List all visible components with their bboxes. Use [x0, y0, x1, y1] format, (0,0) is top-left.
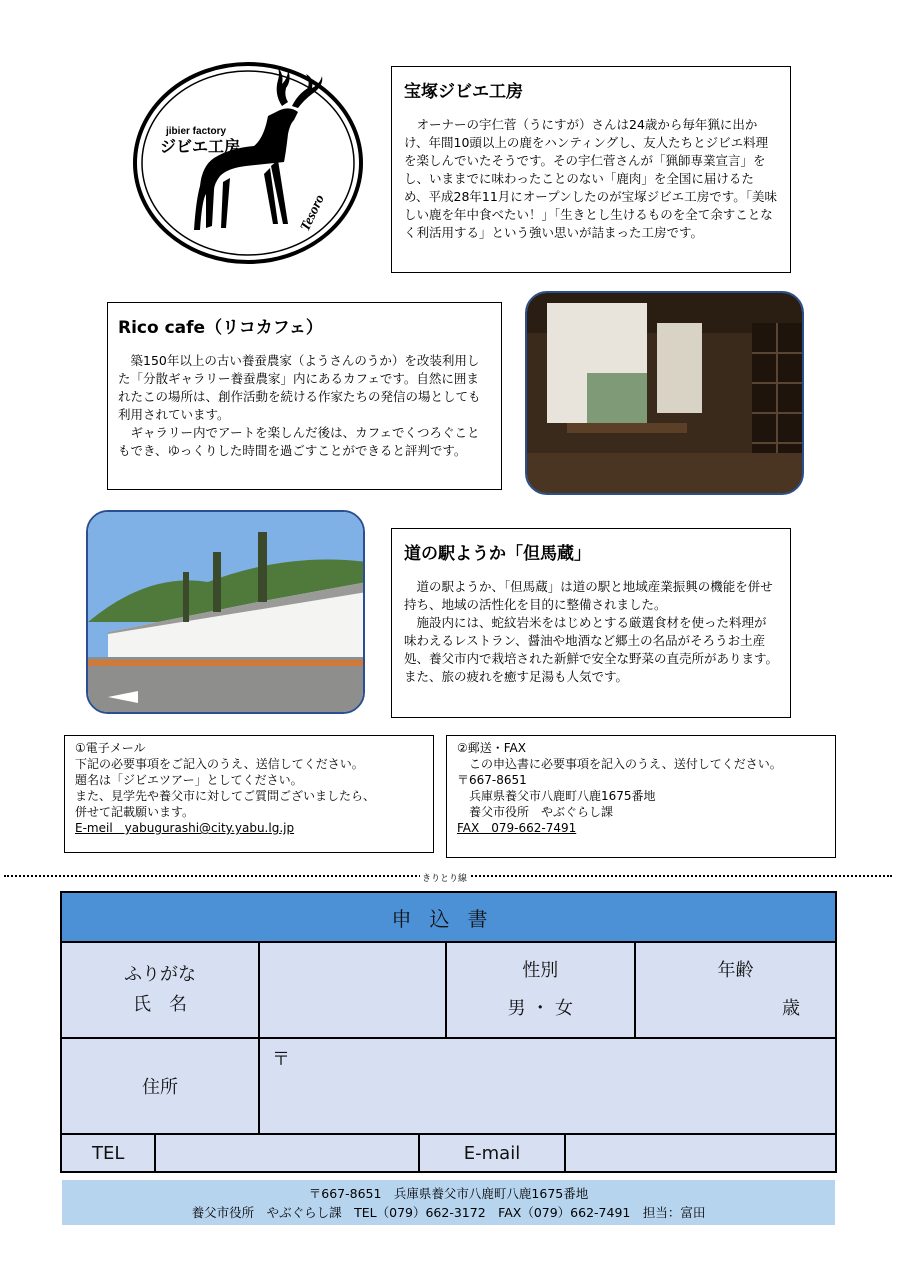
email-label: E-mail [420, 1135, 566, 1171]
application-form [60, 891, 837, 1173]
footer-address: 〒667-8651 兵庫県養父市八鹿町八鹿1675番地 [308, 1186, 589, 1201]
email-address-link[interactable]: E-meil yabugurashi@city.yabu.lg.jp [75, 821, 295, 835]
rico-section [107, 302, 502, 490]
michinoeki-section [391, 528, 791, 718]
email-box-line: 下記の必要事項をご記入のうえ、送信してください。 [75, 757, 364, 771]
cut-line-label: きりとり線 [420, 871, 469, 884]
postal-mark: 〒 [272, 1049, 290, 1070]
jibier-title: 宝塚ジビエ工房 [404, 82, 523, 102]
post-box-line: 〒667-8651 [457, 773, 527, 787]
post-box-line: 兵庫県養父市八鹿町八鹿1675番地 [457, 789, 656, 803]
rico-title: Rico cafe（リコカフェ） [118, 318, 323, 338]
rico-cafe-photo [525, 291, 804, 495]
post-box-title: ②郵送・FAX [457, 741, 526, 755]
gender-cell[interactable] [446, 942, 635, 1038]
form-header: 申込書 [61, 892, 836, 942]
jibier-body: オーナーの宇仁菅（うにすが）さんは24歳から毎年猟に出かけ、年間10頭以上の鹿をハンティングし、友人たちとジビエ料理を楽しんでいたそうです。その宇仁菅さんが「猟師専業宣言」をし、いままでに味わったことのない「鹿肉」を全国に届けるため、平成28年11月にオープンしたのが宝塚ジビエ工房です。「美味しい鹿を年中食べたい！」「生きとし生けるものを全て余すことなく利活用する」という強い思いが詰まった工房です。 [404, 117, 777, 240]
email-instructions [64, 735, 434, 853]
email-box-line: また、見学先や養父市に対してご質問ございましたら、 [75, 789, 376, 803]
name-input[interactable] [259, 942, 446, 1038]
logo-text-small: jibier factory [166, 126, 227, 137]
address-label: 住所 [61, 1038, 259, 1134]
jibier-logo [130, 60, 366, 266]
gender-label: 性別 [522, 960, 559, 981]
gender-options[interactable]: 男 ・ 女 [507, 998, 574, 1019]
address-input[interactable] [259, 1038, 836, 1134]
email-box-line: 題名は「ジビエツアー」としてください。 [75, 773, 303, 787]
post-fax-instructions [446, 735, 836, 858]
michinoeki-body: 道の駅ようか、「但馬蔵」は道の駅と地域産業振興の機能を併せ持ち、地域の活性化を目的に整備されました。 施設内には、蛇紋岩米をはじめとする厳選食材を使った料理が味わえるレストラン、醤油や地酒など郷土の名品がそろうお土産処、養父市内で栽培された新鮮で安全な野菜の直売所があります。また、旅の疲れを癒す足湯も人気です。 [404, 579, 779, 684]
contact-row [61, 1134, 836, 1172]
rico-body: 築150年以上の古い養蚕農家（ようさんのうか）を改装利用した「分散ギャラリー養蚕農家」内にあるカフェです。自然に囲まれたこの場所は、創作活動を続ける作家たちの発信の場としても利用されています。 ギャラリー内でアートを楽しんだ後は、カフェでくつろぐこともでき、ゆっくりした時間を過ごすことができると評判です。 [118, 353, 481, 458]
age-cell[interactable] [635, 942, 836, 1038]
age-label: 年齢 [717, 960, 754, 981]
tel-input[interactable] [156, 1135, 420, 1171]
email-input[interactable] [566, 1135, 835, 1171]
logo-signature: Tesoro [298, 192, 328, 234]
tel-label: TEL [62, 1135, 156, 1171]
furigana-label: ふりがな [124, 964, 196, 985]
email-box-title: ①電子メール [75, 741, 146, 755]
fax-number: FAX 079-662-7491 [457, 821, 577, 835]
age-unit: 歳 [782, 998, 800, 1019]
logo-text-large: ジビエ工房 [160, 137, 241, 156]
name-label-cell [61, 942, 259, 1038]
jibier-section [391, 66, 791, 273]
michinoeki-photo [86, 510, 365, 714]
email-box-line: 併せて記載願います。 [75, 805, 195, 819]
michinoeki-title: 道の駅ようか「但馬蔵」 [404, 544, 591, 564]
footer-contact [62, 1180, 835, 1225]
name-label: 氏 名 [133, 994, 187, 1015]
post-box-line: この申込書に必要事項を記入のうえ、送付してください。 [457, 757, 782, 771]
footer-office: 養父市役所 やぶぐらし課 TEL（079）662-3172 FAX（079）662-7491 担当：富田 [191, 1205, 706, 1220]
post-box-line: 養父市役所 やぶぐらし課 [457, 805, 614, 819]
